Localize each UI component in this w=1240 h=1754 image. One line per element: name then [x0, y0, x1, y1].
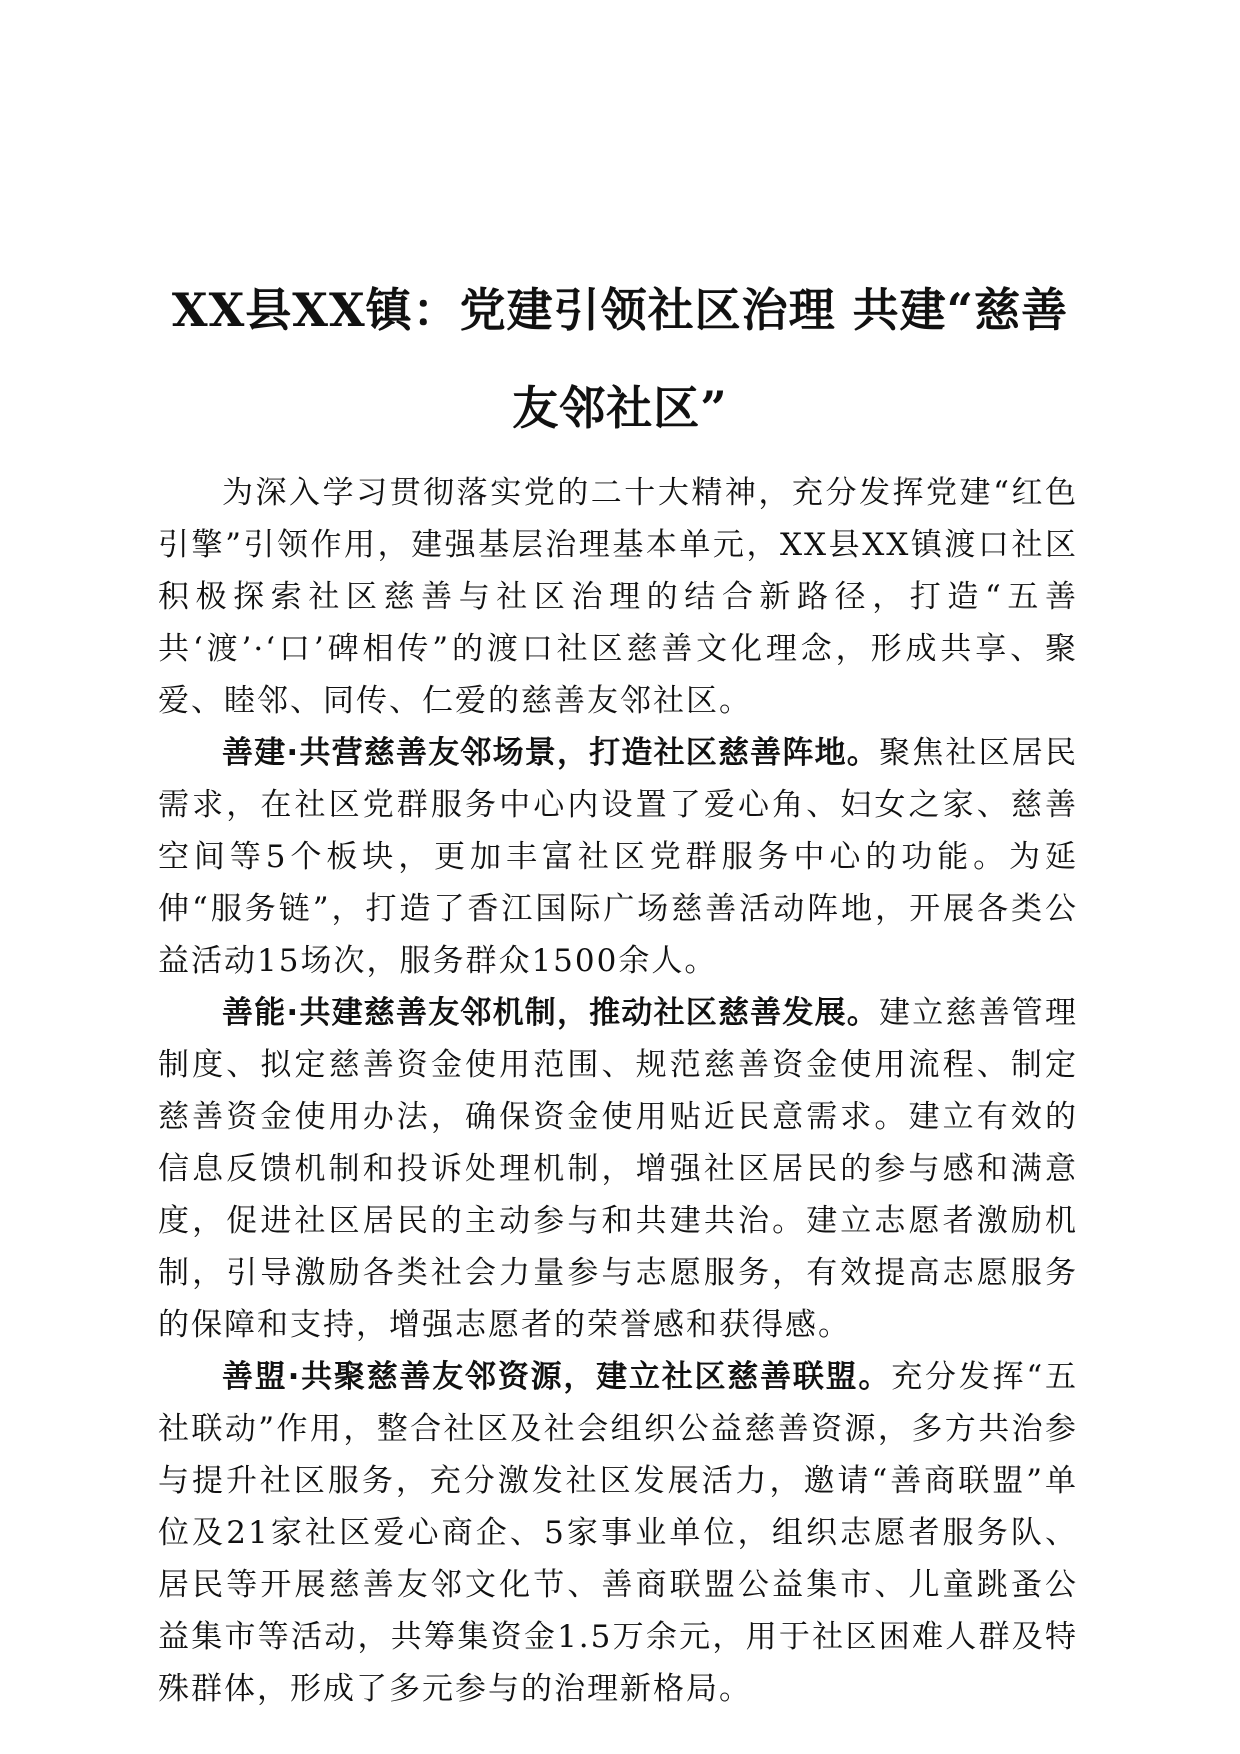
paragraph-heading: 善建·共营慈善友邻场景，打造社区慈善阵地。	[222, 735, 879, 771]
title-line-1: XX县XX镇：党建引领社区治理 共建“慈善	[171, 282, 1069, 337]
paragraph-heading: 善能·共建慈善友邻机制，推动社区慈善发展。	[222, 995, 879, 1031]
paragraph-heading: 善盟·共聚慈善友邻资源，建立社区慈善联盟。	[222, 1359, 892, 1395]
paragraph-shanjian	[158, 727, 1078, 987]
paragraph-text: 聚焦社区居民需求，在社区党群服务中心内设置了爱心角、妇女之家、慈善空间等5个板块，更加丰富社区党群服务中心的功能。为延伸“服务链”，打造了香江国际广场慈善活动阵地，开展各类公益活动15场次，服务群众1500余人。	[158, 735, 1079, 979]
paragraph-intro	[158, 467, 1078, 727]
paragraph-text: 建立慈善管理制度、拟定慈善资金使用范围、规范慈善资金使用流程、制定慈善资金使用办法，确保资金使用贴近民意需求。建立有效的信息反馈机制和投诉处理机制，增强社区居民的参与感和满意度，促进社区居民的主动参与和共建共治。建立志愿者激励机制，引导激励各类社会力量参与志愿服务，有效提高志愿服务的保障和支持，增强志愿者的荣誉感和获得感。	[158, 995, 1079, 1343]
title-line-2: 友邻社区”	[512, 380, 728, 435]
document-title	[150, 261, 1090, 457]
paragraph-shanneng	[158, 987, 1078, 1351]
paragraph-shanmeng	[158, 1351, 1078, 1715]
paragraph-text: 为深入学习贯彻落实党的二十大精神，充分发挥党建“红色引擎”引领作用，建强基层治理基本单元，XX县XX镇渡口社区积极探索社区慈善与社区治理的结合新路径，打造“五善共‘渡’·‘口’碑相传”的渡口社区慈善文化理念，形成共享、聚爱、睦邻、同传、仁爱的慈善友邻社区。	[158, 475, 1078, 719]
paragraph-text: 充分发挥“五社联动”作用，整合社区及社会组织公益慈善资源，多方共治参与提升社区服务，充分激发社区发展活力，邀请“善商联盟”单位及21家社区爱心商企、5家事业单位，组织志愿者服务队、居民等开展慈善友邻文化节、善商联盟公益集市、儿童跳蚤公益集市等活动，共筹集资金1.5万余元，用于社区困难人群及特殊群体，形成了多元参与的治理新格局。	[158, 1359, 1078, 1707]
document-body	[158, 467, 1078, 1715]
